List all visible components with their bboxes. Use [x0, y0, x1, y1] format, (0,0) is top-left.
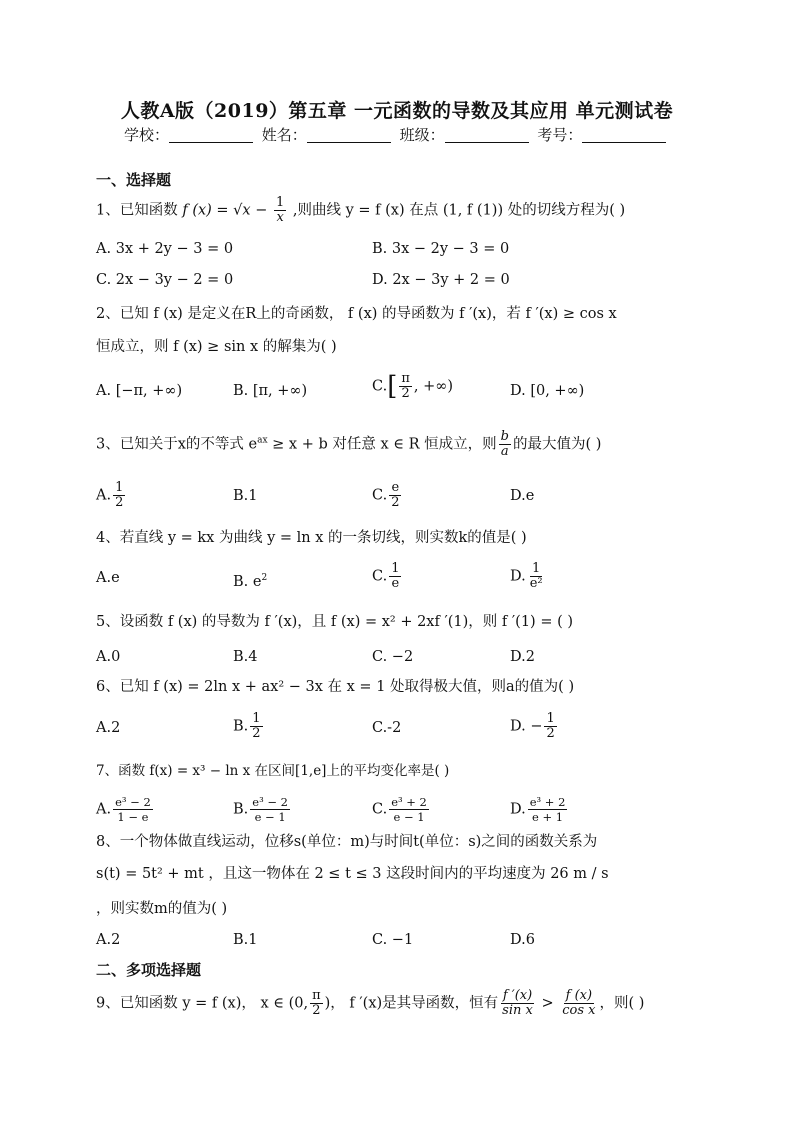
q6-b-prefix: B. [233, 718, 249, 735]
question-9 [96, 989, 644, 1018]
question-3 [96, 430, 601, 459]
q4-d-num: 1 [532, 561, 541, 576]
question-5: 5、设函数 f (x) 的导数为 f ′(x)，且 f (x) = x² + 2xf ′(1)，则 f ′(1) = ( ) [96, 614, 573, 630]
q4-d-fraction [528, 562, 545, 591]
exam-title: 人教A版（2019）第五章 一元函数的导数及其应用 单元测试卷 [120, 100, 674, 122]
q3-option-a[interactable] [96, 481, 127, 510]
q7-c-prefix: C. [372, 801, 388, 818]
q6-d-den: 2 [546, 726, 555, 741]
q9-int-den: 2 [312, 1003, 321, 1018]
q1-stem-a: 1、已知函数 [96, 202, 178, 219]
class-blank[interactable] [445, 128, 529, 143]
q2-c-bracket-open: [ [387, 371, 398, 402]
q2-c-suffix: , +∞) [413, 378, 453, 395]
q3-a-den: 2 [115, 495, 124, 510]
q7-c-num: e³ + 2 [391, 795, 427, 809]
q9-stem-b: )， f ′(x)是其导函数，恒有 [324, 995, 499, 1012]
question-2-line-2: 恒成立，则 f (x) ≥ sin x 的解集为( ) [96, 339, 337, 355]
q6-d-prefix: D. − [510, 718, 543, 735]
id-label: 考号： [537, 126, 583, 144]
q2-c-num: π [401, 371, 410, 386]
q1-option-a[interactable]: A. 3x + 2y − 3 = 0 [96, 241, 234, 257]
q3-stem-b: ≥ x + b 对任意 x ∈ R 恒成立，则 [267, 436, 497, 453]
section-single-choice: 一、选择题 [96, 171, 172, 189]
q7-option-a[interactable] [96, 795, 155, 824]
id-blank[interactable] [582, 128, 666, 143]
q3-frac-den: a [500, 444, 509, 459]
q1-frac-den: x [276, 210, 284, 225]
q7-option-c[interactable] [372, 795, 431, 824]
q8-option-c[interactable]: C. −1 [372, 932, 414, 948]
q4-b-prefix: B. e [233, 573, 262, 590]
class-label: 班级： [399, 126, 445, 144]
q9-f2-den: cos x [562, 1003, 596, 1018]
q7-a-fraction [113, 795, 153, 824]
q1-option-b[interactable]: B. 3x − 2y − 3 = 0 [372, 241, 510, 257]
q9-stem-a: 9、已知函数 y = f (x)， x ∈ (0, [96, 995, 309, 1012]
q3-a-fraction [113, 481, 125, 510]
q6-d-fraction [544, 712, 556, 741]
q5-option-a[interactable]: A.0 [96, 649, 121, 665]
q2-c-prefix: C. [372, 378, 388, 395]
q3-stem-c: 的最大值为( ) [512, 436, 602, 453]
q1-option-d[interactable]: D. 2x − 3y + 2 = 0 [372, 272, 510, 288]
q6-option-b[interactable] [233, 712, 265, 741]
q3-option-b[interactable]: B.1 [233, 488, 258, 504]
q6-b-den: 2 [252, 726, 261, 741]
q7-d-num: e³ + 2 [529, 795, 566, 809]
q3-a-num: 1 [115, 480, 124, 495]
section-multi-choice: 二、多项选择题 [96, 961, 202, 979]
school-blank[interactable] [169, 128, 253, 143]
q9-greater-than: > [536, 995, 559, 1012]
q9-fraction-2 [560, 989, 597, 1018]
q7-b-den: e − 1 [254, 810, 286, 824]
q5-option-c[interactable]: C. −2 [372, 649, 414, 665]
question-8-line-2: s(t) = 5t² + mt ，且这一物体在 2 ≤ t ≤ 3 这段时间内的平均速度为 26 m / s [96, 866, 609, 882]
q7-d-fraction [528, 795, 568, 824]
question-1 [96, 196, 625, 225]
question-8-line-1: 8、一个物体做直线运动，位移s(单位：m)与时间t(单位：s)之间的函数关系为 [96, 834, 598, 850]
q1-fraction [274, 196, 286, 225]
q2-option-a[interactable]: A. [−π, +∞) [96, 383, 183, 399]
q3-stem-a: 3、已知关于x的不等式 e [96, 436, 258, 453]
q1-option-c[interactable]: C. 2x − 3y − 2 = 0 [96, 272, 234, 288]
name-blank[interactable] [307, 128, 391, 143]
name-label: 姓名： [261, 126, 307, 144]
q4-option-a[interactable]: A.e [96, 570, 120, 586]
q1-stem-math: f (x) = √x − [182, 202, 268, 219]
q8-option-a[interactable]: A.2 [96, 932, 121, 948]
school-label: 学校： [124, 126, 170, 144]
q2-option-c[interactable] [372, 372, 453, 401]
q4-c-num: 1 [391, 561, 400, 576]
q9-f1-den: sin x [502, 1003, 533, 1018]
q7-a-prefix: A. [96, 801, 112, 818]
q7-b-num: e³ − 2 [252, 795, 288, 809]
q7-option-d[interactable] [510, 795, 569, 824]
q8-option-d[interactable]: D.6 [510, 932, 535, 948]
q3-fraction [499, 430, 511, 459]
q4-option-b[interactable] [233, 568, 267, 592]
q5-option-b[interactable]: B.4 [233, 649, 258, 665]
q9-f2-num: f (x) [565, 988, 593, 1003]
q2-option-b[interactable]: B. [π, +∞) [233, 383, 308, 399]
q4-c-den: e [391, 576, 400, 591]
question-6: 6、已知 f (x) = 2ln x + ax² − 3x 在 x = 1 处取得极大值，则a的值为( ) [96, 679, 575, 695]
q2-c-fraction [399, 372, 412, 401]
q7-b-fraction [250, 795, 290, 824]
q9-fraction-1 [500, 989, 535, 1018]
question-8-line-3: ，则实数m的值为( ) [96, 901, 228, 917]
q3-a-prefix: A. [96, 487, 112, 504]
q6-b-num: 1 [252, 711, 261, 726]
q3-c-num: e [391, 480, 400, 495]
q3-c-den: 2 [391, 495, 400, 510]
q1-frac-num: 1 [275, 195, 285, 210]
q4-b-exponent: 2 [261, 573, 268, 583]
question-2-line-1: 2、已知 f (x) 是定义在R上的奇函数， f (x) 的导函数为 f ′(x)，若 f ′(x) ≥ cos x [96, 306, 617, 322]
q6-d-num: 1 [546, 711, 555, 726]
q2-option-d[interactable]: D. [0, +∞) [510, 383, 585, 399]
q7-c-den: e − 1 [393, 810, 425, 824]
q7-d-den: e + 1 [532, 810, 564, 824]
q5-option-d[interactable]: D.2 [510, 649, 535, 665]
student-info-line [124, 124, 670, 145]
q4-d-prefix: D. [510, 568, 526, 585]
q3-frac-num: b [500, 429, 509, 444]
q3-c-fraction [389, 481, 401, 510]
q9-stem-c: ，则( ) [599, 995, 645, 1012]
q7-d-prefix: D. [510, 801, 526, 818]
q1-stem-b: ,则曲线 y = f (x) 在点 (1, f (1)) 处的切线方程为( ) [292, 202, 626, 219]
question-4: 4、若直线 y = kx 为曲线 y = ln x 的一条切线，则实数k的值是( ) [96, 530, 527, 546]
q4-d-den: e² [529, 576, 543, 591]
q6-option-c[interactable]: C.-2 [372, 720, 402, 736]
q8-option-b[interactable]: B.1 [233, 932, 258, 948]
q4-option-c[interactable] [372, 562, 403, 591]
q3-c-prefix: C. [372, 487, 388, 504]
q9-interval-fraction [310, 989, 323, 1018]
q3-option-c[interactable] [372, 481, 403, 510]
q7-a-num: e³ − 2 [115, 795, 151, 809]
q4-option-d[interactable] [510, 562, 547, 591]
q9-int-num: π [312, 988, 321, 1003]
question-7: 7、函数 f(x) = x³ − ln x 在区间[1,e]上的平均变化率是( ) [96, 763, 450, 779]
q4-c-fraction [389, 562, 401, 591]
q7-a-den: 1 − e [117, 810, 149, 824]
q6-b-fraction [250, 712, 262, 741]
q6-option-a[interactable]: A.2 [96, 720, 121, 736]
q2-c-den: 2 [401, 386, 410, 401]
q3-option-d[interactable]: D.e [510, 488, 535, 504]
q9-f1-num: f ′(x) [502, 988, 533, 1003]
q7-b-prefix: B. [233, 801, 249, 818]
q4-c-prefix: C. [372, 568, 388, 585]
q7-c-fraction [389, 795, 429, 824]
q7-option-b[interactable] [233, 795, 292, 824]
q6-option-d[interactable] [510, 712, 559, 741]
q3-exponent: ax [257, 435, 268, 446]
